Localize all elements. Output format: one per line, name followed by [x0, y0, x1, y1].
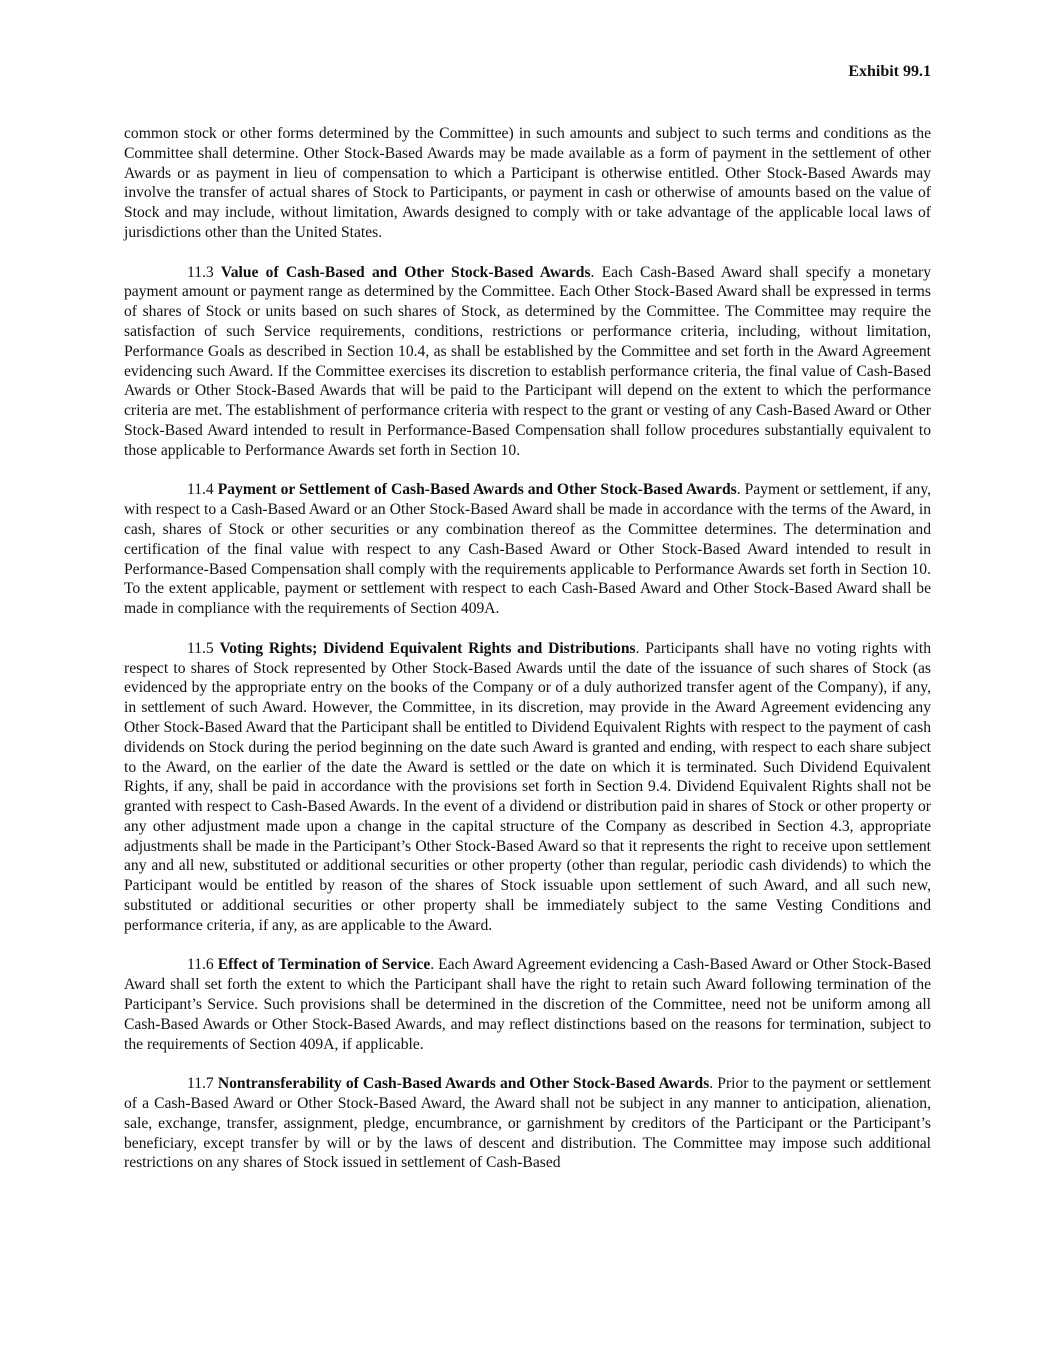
section-11-5 — [124, 639, 931, 936]
paragraph-text: . Each Award Agreement evidencing a Cash-Based Award or Other Stock-Based Award shall set forth the extent to which the Participant shall have the right to retain such Award following termination of the Participant’s Service. Such provisions shall be determined in the discretion of the Committee, need not be uniform among all Cash-Based Awards or Other Stock-Based Awards, and may reflect distinctions based on the reasons for termination, subject to the requirements of Section 409A, if applicable. — [124, 956, 931, 1053]
section-11-3 — [124, 263, 931, 461]
section-11-4 — [124, 480, 931, 619]
section-heading: Voting Rights; Dividend Equivalent Rights and Distributions — [219, 639, 636, 657]
section-heading: Effect of Termination of Service — [217, 956, 431, 974]
section-11-7 — [124, 1074, 931, 1173]
section-number: 11.6 — [187, 956, 218, 974]
section-heading: Payment or Settlement of Cash-Based Awards and Other Stock-Based Awards — [217, 481, 737, 499]
paragraph-text: . Participants shall have no voting rights with respect to shares of Stock represented by Other Stock-Based Awards until the date of the issuance of such shares of Stock (as evidenced by the appropriate entry on the books of the Company or of a duly authorized transfer agent of the Company), if any, in settlement of such Award. However, the Committee, in its discretion, may provide in the Award Agreement evidencing any Other Stock-Based Award that the Participant shall be entitled to Dividend Equivalent Rights with respect to the payment of cash dividends on Stock during the period beginning on the date such Award is granted and ending, with respect to each share subject to the Award, on the earlier of the date the Award is settled or the date on which it is terminated. Such Dividend Equivalent Rights, if any, shall be paid in accordance with the provisions set forth in Section 9.4. Dividend Equivalent Rights shall not be granted with respect to Cash-Based Awards. In the event of a dividend or distribution paid in shares of Stock or other property or any other adjustment made upon a change in the capital structure of the Company as described in Section 4.3, appropriate adjustments shall be made in the Participant’s Other Stock-Based Award so that it represents the right to receive upon settlement any and all new, substituted or additional securities or other property (other than regular, periodic cash dividends) to which the Participant would be entitled by reason of the shares of Stock issuable upon settlement of such Award, and all such new, substituted or additional securities or other property shall be immediately subject to the same Vesting Conditions and performance criteria, if any, as are applicable to the Award. — [124, 639, 931, 934]
section-number: 11.7 — [187, 1075, 218, 1093]
exhibit-label: Exhibit 99.1 — [848, 63, 931, 80]
section-number: 11.3 — [187, 263, 221, 281]
section-11-6 — [124, 955, 931, 1054]
paragraph-text: . Prior to the payment or settlement of a Cash-Based Award or Other Stock-Based Award, the Award shall not be subject in any manner to anticipation, alienation, sale, exchange, transfer, assignment, pledge, encumbrance, or garnishment by creditors of the Participant or the Participant’s beneficiary, except transfer by will or by the laws of descent and distribution. The Committee may impose such additional restrictions on any shares of Stock issued in settlement of Cash-Based — [124, 1075, 932, 1172]
section-number: 11.5 — [187, 639, 220, 657]
paragraph-text: . Each Cash-Based Award shall specify a monetary payment amount or payment range as determined by the Committee. Each Other Stock-Based Award shall be expressed in terms of shares of Stock or units based on such shares of Stock, as determined by the Committee. The Committee may require the satisfaction of such Service requirements, conditions, restrictions or performance criteria, including, without limitation, Performance Goals as described in Section 10.4, as shall be established by the Committee and set forth in the Award Agreement evidencing such Award. If the Committee exercises its discretion to establish performance criteria, the final value of Cash-Based Awards or Other Stock-Based Awards that will be paid to the Participant will depend on the extent to which the performance criteria are met. The establishment of performance criteria with respect to the grant or vesting of any Cash-Based Award or Other Stock-Based Award intended to result in Performance-Based Compensation shall follow procedures substantially equivalent to those applicable to Performance Awards set forth in Section 10. — [124, 263, 931, 459]
paragraph-text: common stock or other forms determined by the Committee) in such amounts and subject to such terms and conditions as the Committee shall determine. Other Stock-Based Awards may be made available as a form of payment in the settlement of other Awards or as payment in lieu of compensation to which a Participant is otherwise entitled. Other Stock-Based Awards may involve the transfer of actual shares of Stock to Participants, or payment in cash or otherwise of amounts based on the value of Stock and may include, without limitation, Awards designed to comply with or take advantage of the applicable local laws of jurisdictions other than the United States. — [124, 125, 931, 241]
document-body — [124, 124, 931, 1193]
section-heading: Value of Cash-Based and Other Stock-Based Awards — [220, 263, 591, 281]
paragraph-continuation — [124, 124, 931, 243]
paragraph-text: . Payment or settlement, if any, with respect to a Cash-Based Award or an Other Stock-Based Award shall be made in accordance with the terms of the Award, in cash, shares of Stock or other securities or any combination thereof as the Committee determines. The determination and certification of the final value with respect to any Cash-Based Award or Other Stock-Based Award intended to result in Performance-Based Compensation shall comply with the requirements applicable to Performance Awards set forth in Section 10. To the extent applicable, payment or settlement with respect to each Cash-Based Award and Other Stock-Based Award shall be made in compliance with the requirements of Section 409A. — [124, 481, 932, 618]
section-number: 11.4 — [187, 481, 218, 499]
section-heading: Nontransferability of Cash-Based Awards and Other Stock-Based Awards — [217, 1075, 710, 1093]
